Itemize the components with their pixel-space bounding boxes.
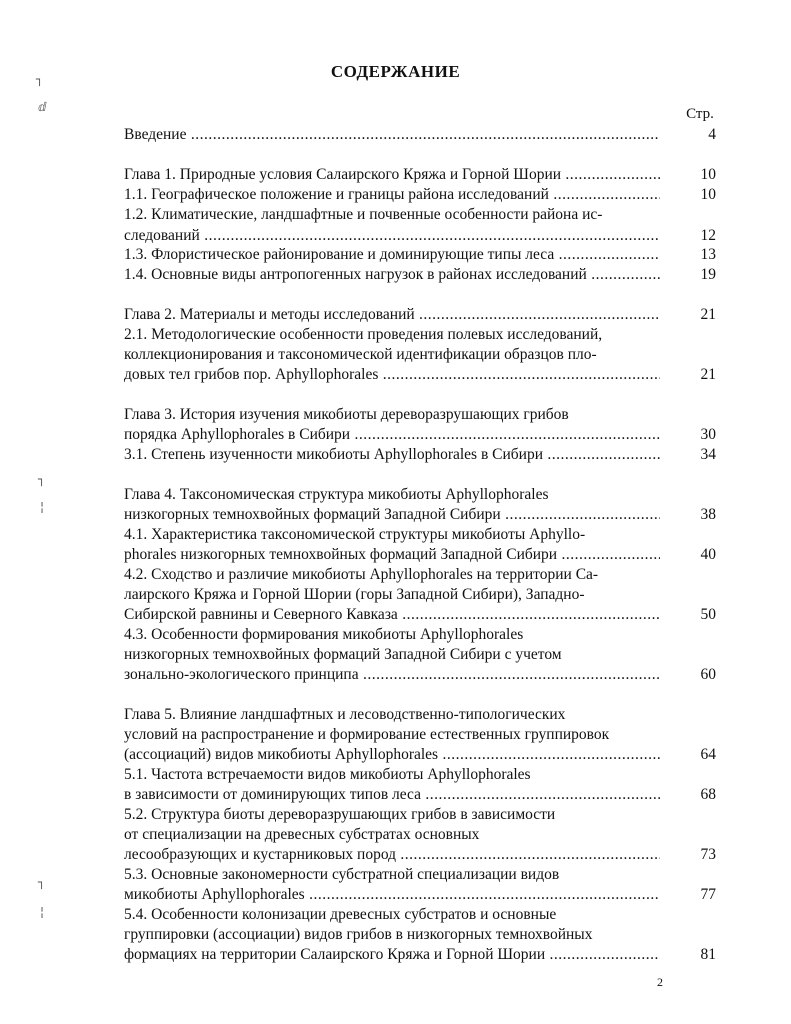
toc-entry-page: 38 xyxy=(700,506,716,523)
toc-entry-text: Сибирской равнины и Северного Кавказа ..... xyxy=(124,605,660,625)
toc-entry-text: следований ..... xyxy=(124,226,660,246)
toc-entry-page: 10 xyxy=(700,166,716,183)
scan-mark: ┐ xyxy=(38,472,46,486)
scan-mark: ┐ xyxy=(38,875,46,889)
toc-entry-page: 40 xyxy=(700,546,716,563)
toc-entry-page: 64 xyxy=(700,746,716,763)
toc-entry-text: в зависимости от доминирующих типов леса ..... xyxy=(124,785,660,805)
toc-entry-text: 1.4. Основные виды антропогенных нагрузок в районах исследований ..... xyxy=(124,265,660,285)
toc-entry-page: 50 xyxy=(700,606,716,623)
toc-entry-page: 19 xyxy=(700,266,716,283)
page-title: СОДЕРЖАНИЕ xyxy=(330,62,461,81)
toc-entry-text: лесообразующих и кустарниковых пород ..... xyxy=(124,845,660,865)
toc-entry-text: условий на распространение и формирование естественных группировок xyxy=(124,726,610,743)
toc-entry-text: лаирского Кряжа и Горной Шории (горы Западной Сибири), Западно- xyxy=(124,586,585,603)
toc-entry-page: 77 xyxy=(700,886,716,903)
toc-entry-text: довых тел грибов пор. Aphyllophorales ..... xyxy=(124,365,660,385)
scan-mark: ¦ xyxy=(40,905,45,919)
toc-entry-text: 2.1. Методологические особенности проведения полевых исследований, xyxy=(124,326,603,343)
scan-mark: ⅆ xyxy=(38,100,47,114)
toc-entry-text: низкогорных темнохвойных формаций Западной Сибири с учетом xyxy=(124,646,562,663)
page-column-header: Стр. xyxy=(686,106,714,122)
scan-mark: ¦ xyxy=(40,500,45,514)
toc-entry-text: 5.2. Структура биоты дереворазрушающих грибов в зависимости xyxy=(124,806,556,823)
toc-entry-text: порядка Aphyllophorales в Сибири ..... xyxy=(124,425,660,445)
toc-entry-page: 73 xyxy=(700,846,716,863)
toc-entry-text: 5.4. Особенности колонизации древесных субстратов и основные xyxy=(124,906,557,923)
toc-entry-page: 60 xyxy=(700,666,716,683)
toc-entry-text: формациях на территории Салаирского Кряжа и Горной Шории ..... xyxy=(124,945,660,965)
toc-entry-text: 1.1. Географическое положение и границы района исследований ..... xyxy=(124,185,660,205)
scan-mark: ┐ xyxy=(36,72,44,86)
toc-entry-text: 3.1. Степень изученности микобиоты Aphyllophorales в Сибири ..... xyxy=(124,445,660,465)
toc-entry-text: 1.2. Климатические, ландшафтные и почвенные особенности района ис- xyxy=(124,206,603,223)
toc-entry-text: зонально-экологического принципа ..... xyxy=(124,665,660,685)
page-number: 2 xyxy=(657,975,663,989)
toc-entry-page: 21 xyxy=(700,366,716,383)
toc-entry-text: Глава 1. Природные условия Салаирского Кряжа и Горной Шории ..... xyxy=(124,165,660,185)
toc-entry-page: 68 xyxy=(700,786,716,803)
toc-entry-text: микобиоты Aphyllophorales ..... xyxy=(124,885,660,905)
toc-entry-page: 12 xyxy=(700,227,716,244)
toc-entry-text: 4.1. Характеристика таксономической структуры микобиоты Aphyllo- xyxy=(124,526,586,543)
toc-entry-text: Глава 3. История изучения микобиоты дереворазрушающих грибов xyxy=(124,406,569,423)
toc-entry-text: (ассоциаций) видов микобиоты Aphyllophorales ..... xyxy=(124,745,660,765)
toc-entry-text: 4.2. Сходство и различие микобиоты Aphyllophorales на территории Са- xyxy=(124,566,599,583)
toc-entry-text: Глава 5. Влияние ландшафтных и лесоводственно-типологических xyxy=(124,706,566,723)
toc-entry-page: 30 xyxy=(700,426,716,443)
toc-entry-text: Введение ..... xyxy=(124,125,660,145)
toc-entry-page: 10 xyxy=(700,186,716,203)
toc-entry-text: от специализации на древесных субстратах основных xyxy=(124,826,480,843)
toc-entry-text: коллекционирования и таксономической идентификации образцов пло- xyxy=(124,346,597,363)
toc-entry-text: 5.1. Частота встречаемости видов микобиоты Aphyllophorales xyxy=(124,766,531,783)
toc-entry-text: группировки (ассоциации) видов грибов в низкогорных темнохвойных xyxy=(124,926,593,943)
toc-entry-text: 5.3. Основные закономерности субстратной специализации видов xyxy=(124,866,560,883)
toc-entry-text: Глава 4. Таксономическая структура микобиоты Aphyllophorales xyxy=(124,486,549,503)
toc-entry-page: 81 xyxy=(700,946,716,963)
toc-entry-page: 4 xyxy=(708,126,716,143)
toc-entry-text: 4.3. Особенности формирования микобиоты Aphyllophorales xyxy=(124,626,524,643)
toc-entry-text: Глава 2. Материалы и методы исследований ..... xyxy=(124,305,660,325)
toc-entry-text: низкогорных темнохвойных формаций Западной Сибири ..... xyxy=(124,505,660,525)
toc-entry-page: 21 xyxy=(700,306,716,323)
toc-entry-text: phorales низкогорных темнохвойных формаций Западной Сибири ..... xyxy=(124,545,660,565)
toc-entry-page: 34 xyxy=(700,446,716,463)
toc-entry-page: 13 xyxy=(700,246,716,263)
toc-entry-text: 1.3. Флористическое районирование и доминирующие типы леса ..... xyxy=(124,245,660,265)
